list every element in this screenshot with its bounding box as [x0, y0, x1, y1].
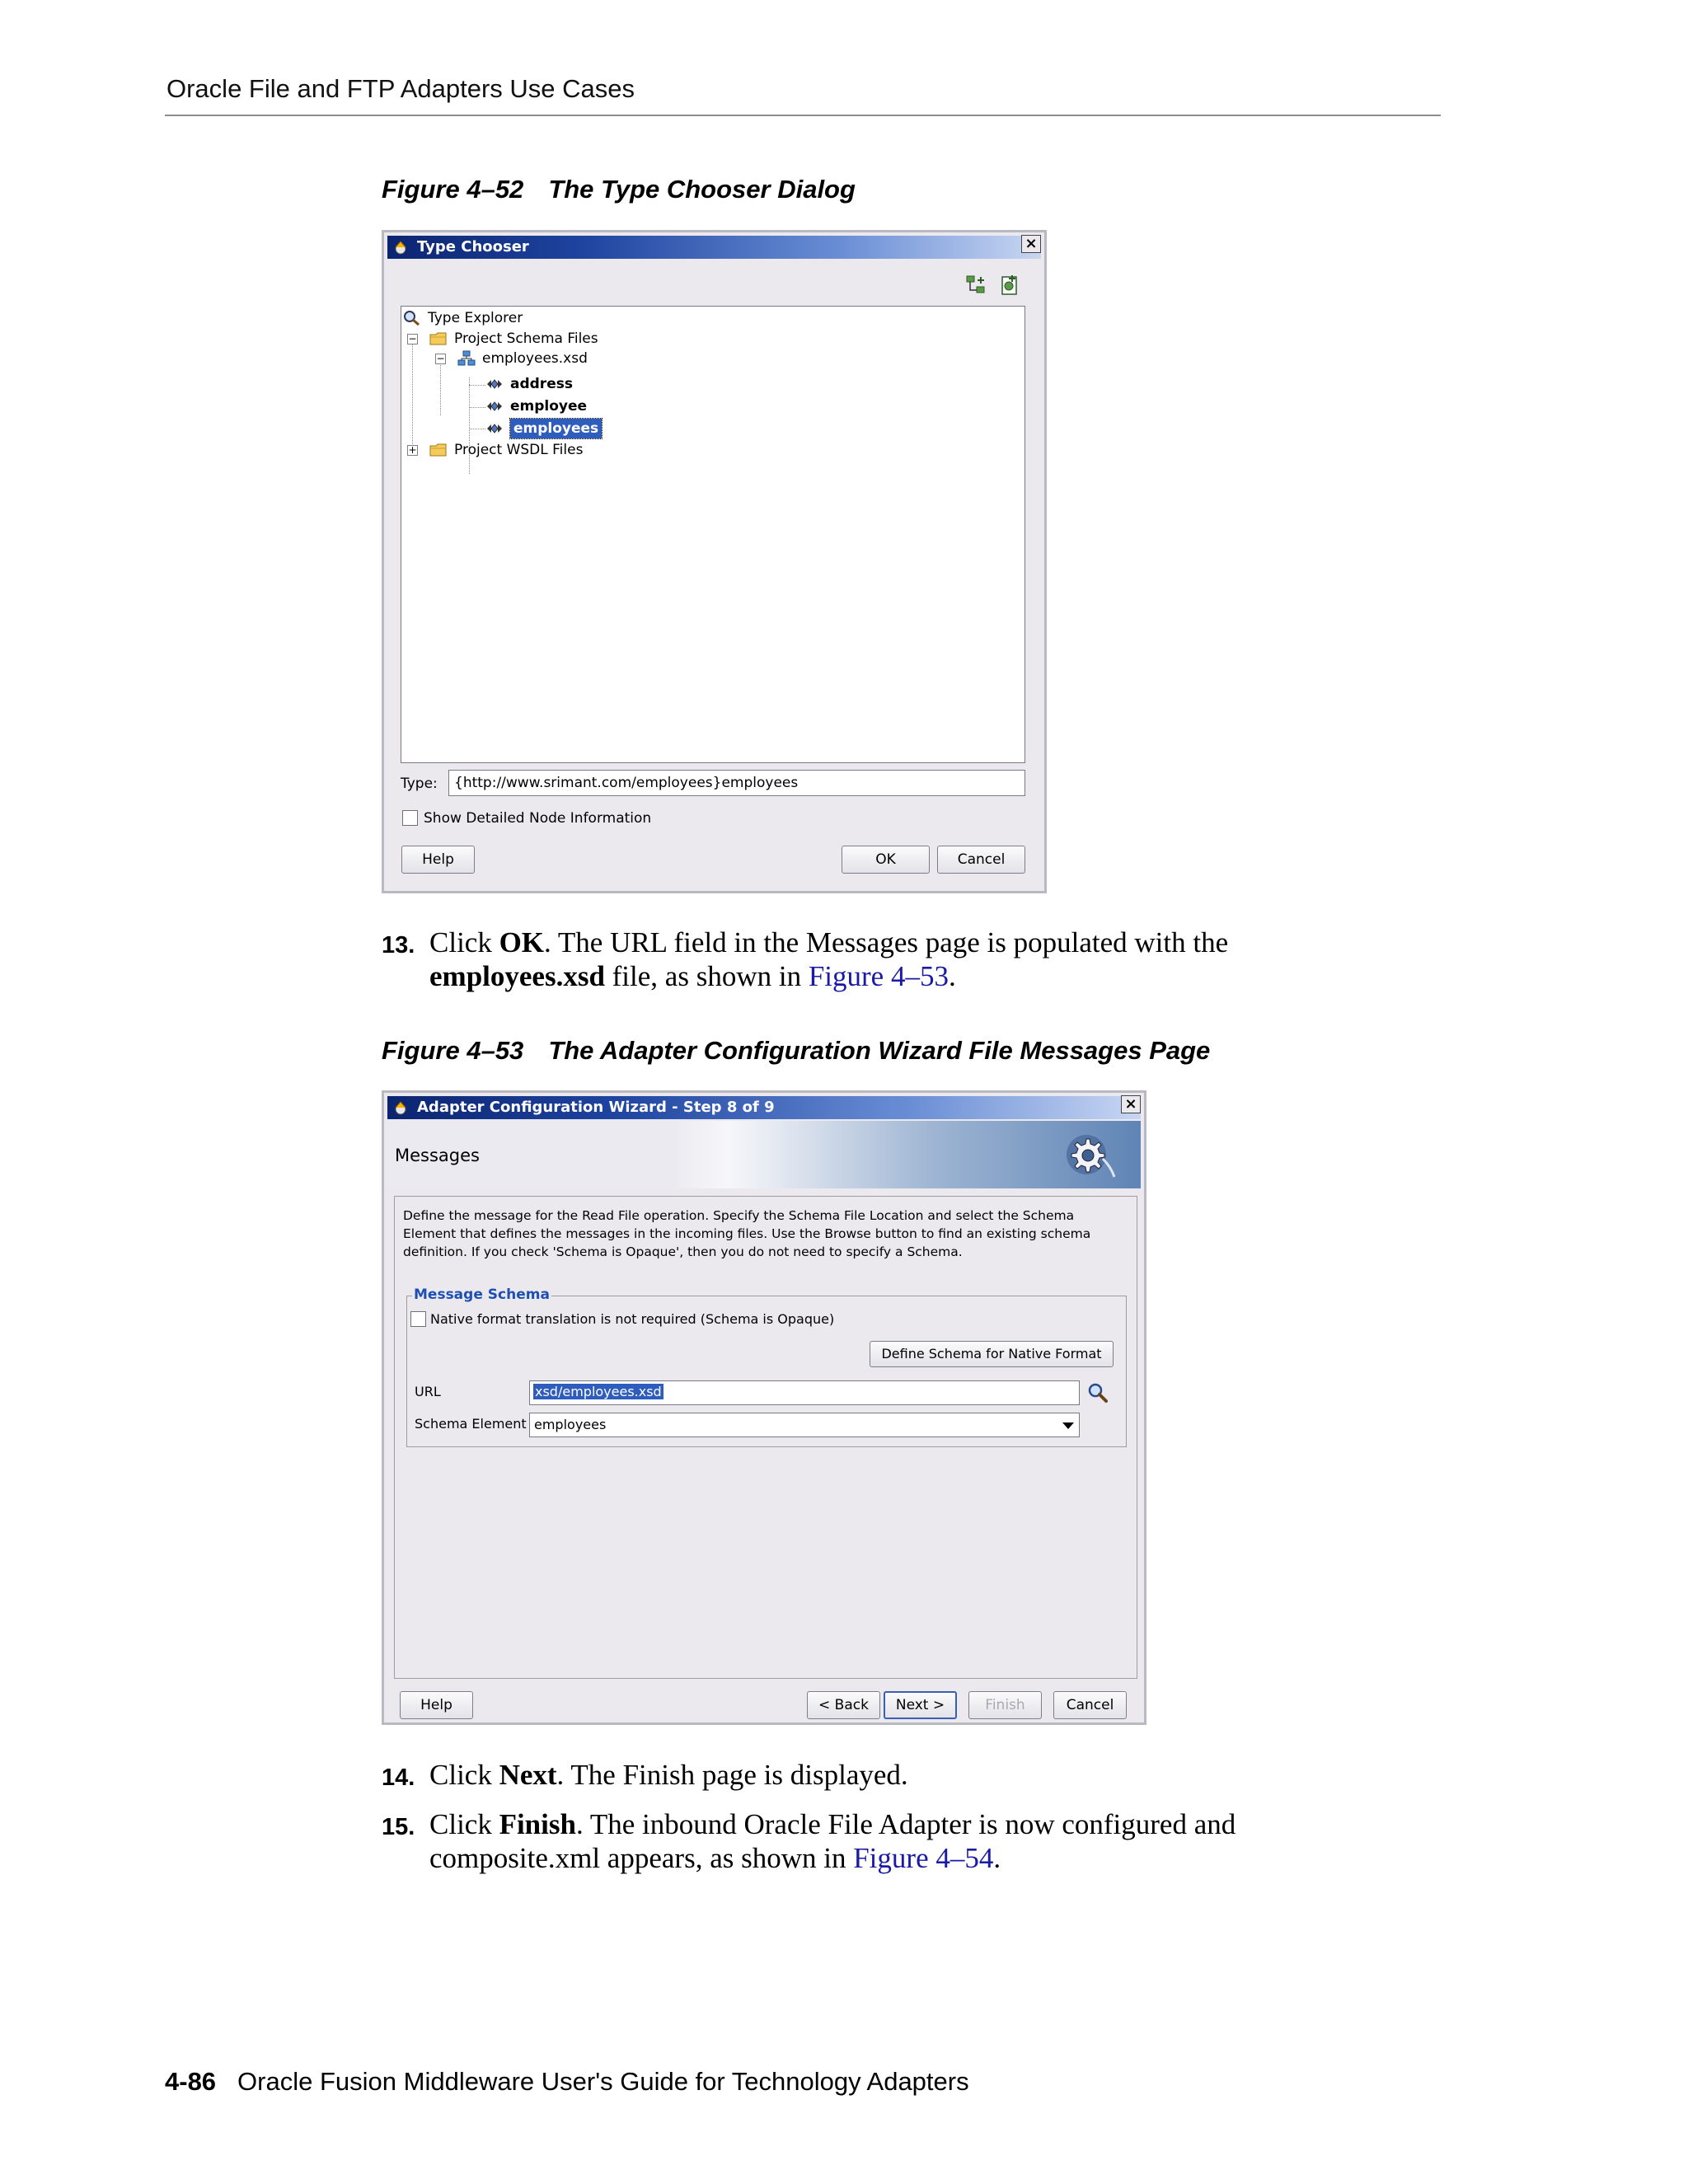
title-bar[interactable]: [387, 1096, 1141, 1119]
step-text: [429, 926, 1228, 993]
tree-connector: [412, 338, 413, 446]
step-text-part: Click: [429, 1808, 499, 1840]
step-14: [382, 1758, 1371, 1792]
tree-root-label: Type Explorer: [428, 310, 523, 326]
dialog-title: Type Chooser: [417, 238, 529, 255]
tree-connector: [469, 385, 485, 386]
element-icon: [485, 376, 504, 392]
title-bar[interactable]: [387, 236, 1041, 259]
dialog-title: Adapter Configuration Wizard - Step 8 of 9: [417, 1099, 775, 1116]
ok-button-label: OK: [875, 851, 896, 868]
step-text-part: . The URL field in the Messages page is populated with the: [544, 926, 1229, 958]
wizard-banner: [387, 1121, 1141, 1188]
step-text-bold: Next: [499, 1759, 557, 1791]
figure-title: The Type Chooser Dialog: [548, 175, 856, 204]
finish-button[interactable]: [968, 1691, 1042, 1719]
close-button[interactable]: [1021, 235, 1041, 253]
step-text-part: .: [993, 1842, 1001, 1874]
step-text-bold: Finish: [499, 1808, 576, 1840]
cancel-button-label: Cancel: [1066, 1697, 1114, 1713]
figure-4-53-link[interactable]: Figure 4–53: [808, 960, 949, 992]
schema-file-icon: [457, 350, 476, 367]
page-title: Messages: [395, 1146, 480, 1165]
folder-icon: [429, 330, 448, 347]
tree-item-label: employees.xsd: [482, 350, 588, 367]
collapse-toggle[interactable]: −: [436, 353, 445, 364]
page-number: 4-86: [165, 2067, 217, 2096]
content-panel: [394, 1196, 1137, 1679]
schema-element-value: employees: [534, 1417, 607, 1432]
url-value: xsd/employees.xsd: [535, 1384, 662, 1399]
header-rule: [165, 115, 1441, 116]
figure-number: Figure 4–52: [382, 175, 524, 204]
step-text: [429, 1807, 1236, 1875]
group-title: Message Schema: [414, 1286, 550, 1303]
browse-search-icon[interactable]: [1086, 1381, 1109, 1404]
adapter-wizard-dialog: [382, 1090, 1146, 1725]
step-text-part: Click: [429, 1759, 499, 1791]
schema-element-label: Schema Element: [415, 1416, 527, 1432]
expand-toggle[interactable]: +: [408, 444, 417, 456]
element-icon: [485, 420, 504, 437]
tree-connector: [469, 407, 485, 408]
figure-title: The Adapter Configuration Wizard File Messages Page: [548, 1036, 1211, 1065]
element-icon: [485, 398, 504, 415]
url-field[interactable]: [529, 1380, 1080, 1405]
figure-4-52-caption: [382, 175, 856, 204]
help-button[interactable]: [400, 1691, 473, 1719]
cancel-button[interactable]: [937, 846, 1025, 874]
book-title: Oracle Fusion Middleware User's Guide for Technology Adapters: [237, 2067, 969, 2096]
type-label: Type:: [401, 776, 438, 792]
tree-item-label: Project WSDL Files: [454, 442, 584, 458]
close-icon: ×: [1124, 1095, 1137, 1113]
new-schema-icon[interactable]: [998, 274, 1021, 297]
back-button-label: < Back: [818, 1697, 869, 1713]
figure-4-53-caption: [382, 1036, 1210, 1066]
define-schema-button-label: Define Schema for Native Format: [881, 1346, 1102, 1361]
tree-connector: [440, 358, 441, 415]
step-text-part: composite.xml appears, as shown in: [429, 1842, 854, 1874]
finish-button-label: Finish: [985, 1697, 1025, 1713]
page-description: Define the message for the Read File operation. Specify the Schema File Location and select the Schema Element that defines the messages in the incoming files. Use the Browse button to find an existing schema definition. If you check 'Schema is Opaque', then you do not need to specify a Schema.: [403, 1208, 1091, 1259]
step-text-part: . The Finish page is displayed.: [556, 1759, 908, 1791]
show-detailed-checkbox[interactable]: [402, 810, 418, 826]
show-detailed-label: Show Detailed Node Information: [424, 810, 652, 827]
tree-item-label: address: [510, 376, 573, 392]
step-text: [429, 1758, 908, 1792]
step-text-bold: employees.xsd: [429, 960, 605, 992]
schema-opaque-label: Native format translation is not required (Schema is Opaque): [430, 1311, 835, 1327]
schema-element-select[interactable]: [529, 1413, 1080, 1437]
figure-4-54-link[interactable]: Figure 4–54: [853, 1842, 994, 1874]
step-text-bold: OK: [499, 926, 545, 958]
help-button-label: Help: [422, 851, 454, 868]
step-15: [382, 1807, 1371, 1875]
step-13: [382, 926, 1371, 993]
tree-item-label: Project Schema Files: [454, 330, 598, 347]
gear-icon: [1062, 1127, 1116, 1182]
running-header: Oracle File and FTP Adapters Use Cases: [166, 74, 635, 103]
chevron-down-icon[interactable]: [1062, 1422, 1074, 1429]
help-button[interactable]: [401, 846, 475, 874]
collapse-toggle[interactable]: −: [408, 333, 417, 344]
cancel-button[interactable]: [1053, 1691, 1127, 1719]
app-icon: [392, 239, 409, 255]
step-text-part: .: [948, 960, 956, 992]
step-number: 13.: [382, 932, 415, 958]
tree-item-label: employee: [510, 398, 588, 415]
running-footer: [165, 2067, 969, 2097]
define-schema-button[interactable]: [870, 1341, 1114, 1367]
step-text-part: . The inbound Oracle File Adapter is now configured and: [575, 1808, 1236, 1840]
folder-icon: [429, 442, 448, 458]
close-icon: ×: [1025, 235, 1038, 252]
step-text-part: file, as shown in: [604, 960, 809, 992]
url-label: URL: [415, 1384, 441, 1399]
cancel-button-label: Cancel: [957, 851, 1006, 868]
magnifier-icon: [403, 310, 421, 326]
app-icon: [392, 1099, 409, 1116]
type-field[interactable]: {http://www.srimant.com/employees}employees: [448, 770, 1025, 796]
back-button[interactable]: [807, 1691, 880, 1719]
close-button[interactable]: [1121, 1095, 1141, 1113]
step-number: 15.: [382, 1814, 415, 1840]
step-text-part: Click: [429, 926, 499, 958]
type-chooser-dialog: [382, 230, 1047, 893]
schema-opaque-checkbox[interactable]: [410, 1311, 426, 1327]
import-schema-icon[interactable]: [964, 274, 987, 297]
ok-button[interactable]: [842, 846, 930, 874]
tree-item-label-selected: employees: [510, 419, 602, 438]
type-explorer-tree[interactable]: [401, 306, 1025, 763]
help-button-label: Help: [420, 1697, 452, 1713]
step-number: 14.: [382, 1765, 415, 1791]
next-button-label: Next >: [895, 1697, 945, 1713]
message-schema-group: [406, 1286, 1127, 1447]
next-button[interactable]: [884, 1691, 957, 1719]
figure-number: Figure 4–53: [382, 1036, 524, 1065]
